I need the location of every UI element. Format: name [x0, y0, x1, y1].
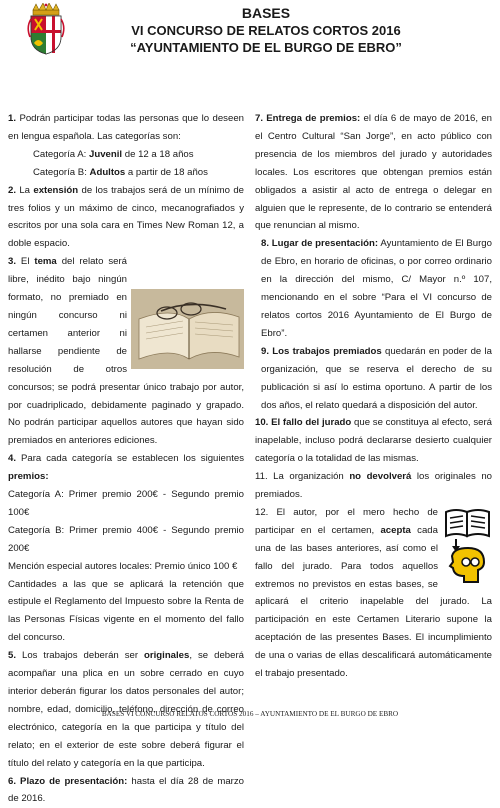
rule-4-tail: Cantidades a las que se aplicará la retención que estipule el Reglamento del Impuesto sobre la Renta de las Personas Físicas vigente en el momento del fallo del concurso. — [8, 578, 244, 644]
rule-6-heading: 6. Plazo de presentación: — [8, 775, 128, 787]
rule-11-text: los originales no premiados. — [255, 471, 492, 501]
rule-3-pre: El — [16, 256, 35, 268]
category-b-label: Categoría B: — [33, 166, 90, 178]
rule-4 — [8, 450, 244, 486]
rule-3-keyword: tema — [34, 256, 57, 268]
category-b-name: Adultos — [89, 166, 126, 178]
header-contest-name: VI CONCURSO DE RELATOS CORTOS 2016 — [131, 23, 401, 38]
rule-5-keyword: originales — [144, 650, 190, 662]
rule-1 — [8, 110, 244, 146]
prize-category-a: Categoría A: Primer premio 200€ - Segundo premio 100€ — [8, 489, 244, 518]
rule-9-heading: 9. Los trabajos premiados — [261, 345, 382, 357]
rule-2-keyword: extensión — [33, 184, 79, 196]
rule-1-number: 1. — [8, 113, 17, 124]
rule-12-text: cada una de las bases anteriores, así como el fallo del jurado. Para todos aquellos extremos no previstos en estas bases, se aplicará el criterio inapelable del jurado. La participación en este Certamen Literario supone la aceptación de las presentes Bases. El incumplimiento de una o varias de ellas descalificará automáticamente el trabajo presentado. — [255, 524, 492, 680]
reader-book-icon — [444, 506, 492, 586]
category-a-label: Categoría A: — [33, 148, 89, 160]
right-column — [255, 110, 492, 683]
rule-11-pre: 11. La organización — [255, 471, 350, 483]
rule-9-text: quedarán en poder de la organización, que se reserva el derecho de su publicación si así lo estima oportuno. A partir de los dos años, el relato quedará a disposición del autor. — [261, 345, 492, 411]
rule-10 — [255, 414, 492, 468]
category-b — [8, 164, 244, 182]
header-title: BASES — [241, 5, 291, 21]
rule-10-heading: 10. El fallo del jurado — [255, 417, 352, 429]
rule-5-pre: Los trabajos deberán ser — [16, 650, 145, 662]
header-organizer: “AYUNTAMIENTO DE EL BURGO DE EBRO” — [130, 40, 402, 55]
rule-2 — [8, 182, 244, 254]
document-header — [0, 4, 500, 56]
rule-3-text: del relato será libre, inédito bajo ningún formato, no premiado en ningún concurso ni certamen anterior ni hallarse pendiente de resolución de otros concursos; se podrá presentar único trabajo por autor, por cuadriplicado, debidamente paginado y grapado. No podrán participar aquellos autores que hayan sido premiados en anteriores ediciones. — [8, 256, 244, 447]
rule-6 — [8, 773, 244, 808]
rule-2-text: de los trabajos será de un mínimo de tres folios y un máximo de cinco, mecanografiados y escritos por una sola cara en Times New Roman 12, a doble espacio. — [8, 184, 244, 250]
rule-12-keyword: acepta — [380, 524, 411, 536]
rule-7-text: el día 6 de mayo de 2016, en el Centro Cultural “San Jorge”, en acto público con presencia de los miembros del jurado y autoridades locales. Los escritores que obtengan premios están obligados a asistir al acto de entrega o delegar en alguien que le represente, de lo contrario se entenderá que renuncian al mismo. — [255, 113, 492, 232]
rule-11-keyword: no devolverá — [349, 471, 412, 483]
rule-9 — [255, 343, 492, 415]
rule-5-text: , se deberá acompañar una plica en un sobre cerrado en cuyo interior deberán figurar los datos personales del autor; nombre, edad, domicilio, teléfono, dirección de correo electrónico, categoría en la que participa y título del relato; en el exterior de este sobre deberá figurar el título del relato y categoría en la que participa. — [8, 650, 244, 769]
rule-2-number: 2. — [8, 184, 17, 196]
category-a-name: Juvenil — [89, 148, 123, 160]
rule-5-number: 5. — [8, 650, 17, 662]
rule-3-number: 3. — [8, 256, 17, 268]
rule-8-heading: 8. Lugar de presentación: — [261, 238, 379, 250]
category-a — [8, 146, 244, 164]
rule-12-pre: 12. El autor, por el mero hecho de participar en el certamen, — [255, 506, 438, 536]
rule-4-keyword: premios: — [8, 471, 49, 483]
prize-local-authors: Mención especial autores locales: Premio único 100 € — [8, 560, 238, 572]
rule-10-text: que se constituya al efecto, será inapelable, incluso podrá declararse desierto cualquier categoría o la totalidad de las mismas. — [255, 417, 492, 465]
page-footer: BASES VI CONCURSO RELATOS CORTOS 2016 – AYUNTAMIENTO DE EL BURGO DE EBRO — [101, 710, 399, 718]
rule-8 — [255, 235, 492, 342]
rule-8-text: Ayuntamiento de El Burgo de Ebro, en horario de oficinas, o por correo ordinario en la dirección del mismo, C/ Mayor n.º 107, mencionando en el sobre “Para el VI concurso de relatos cortos 2016 Ayuntamiento de El Burgo de Ebro”. — [261, 238, 492, 339]
category-b-ages: a partir de 18 años — [125, 166, 208, 178]
rule-1-text: Podrán participar todas las personas que lo deseen en lengua española. Las categorías son: — [8, 113, 244, 142]
prize-category-b: Categoría B: Primer premio 400€ - Segundo premio 200€ — [8, 524, 244, 554]
rule-4-number: 4. — [8, 453, 17, 465]
rule-3 — [8, 253, 244, 450]
rule-12 — [255, 504, 492, 683]
rule-11 — [255, 468, 492, 504]
rule-7 — [255, 110, 492, 235]
left-column — [8, 110, 244, 808]
rule-2-pre: La — [16, 184, 34, 196]
rule-6-text: hasta el día 28 de marzo de 2016. — [8, 775, 244, 805]
open-book-photo — [131, 289, 244, 369]
rule-4-text: Para cada categoría se establecen los siguientes — [16, 453, 244, 465]
category-a-ages: de 12 a 18 años — [122, 148, 194, 160]
rule-7-heading: 7. Entrega de premios: — [255, 113, 361, 124]
